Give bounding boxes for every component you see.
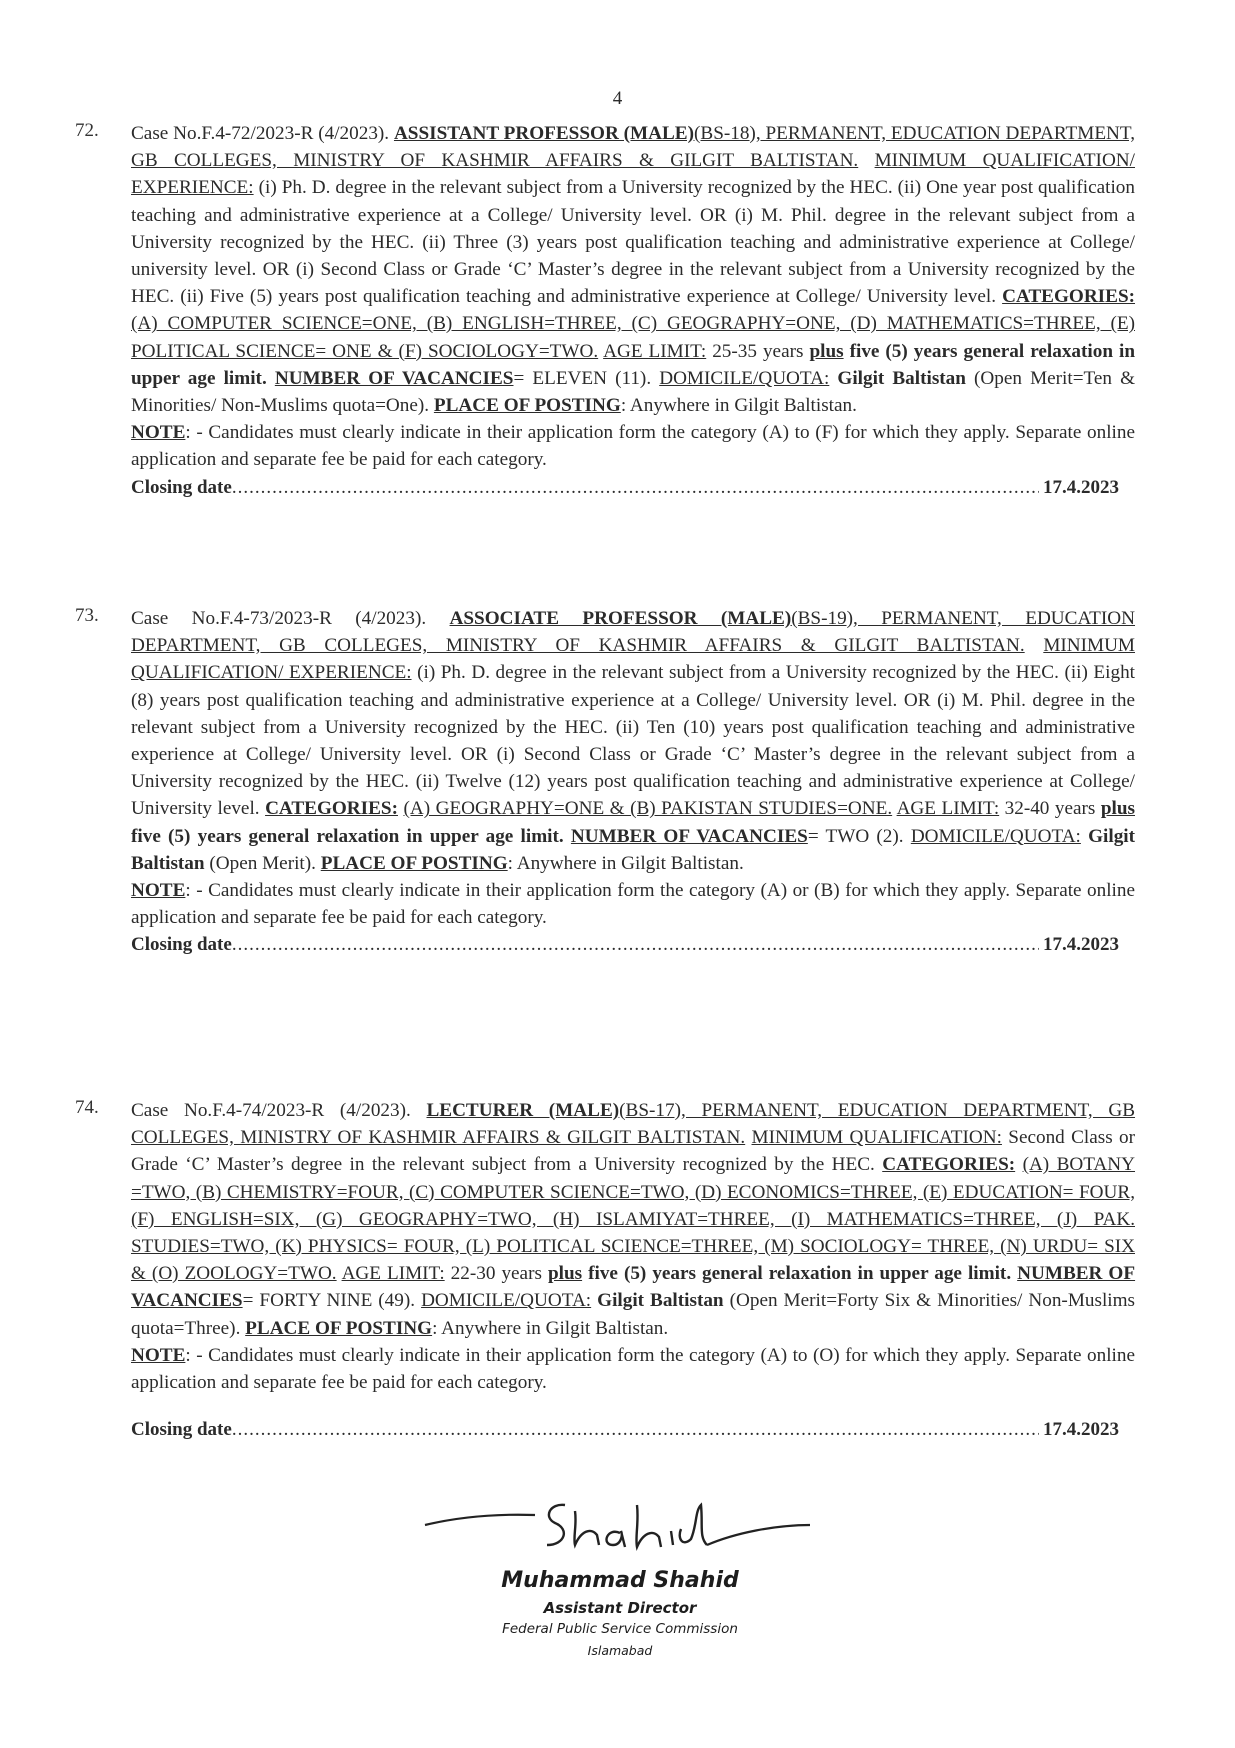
vacancies-value: = FORTY NINE (49). [242,1290,416,1312]
categories-text: (A) BOTANY =TWO, (B) CHEMISTRY=FOUR, (C) COMPUTER SCIENCE=TWO, (D) ECONOMICS=THREE, (E) EDUCATION= FOUR, (F) ENGLISH=SIX, (G) GEOGRAPHY=TWO, (H) ISLAMIYAT=THREE, (I) MATHEMATICS=THREE, (J) PAK. STUDIES=TWO, (K) PHYSICS= FOUR, (L) POLITICAL SCIENCE=THREE, (M) SOCIOLOGY= THREE, (N) URDU= SIX & (O) ZOOLOGY=TWO. [131,1154,1136,1285]
categories-text: (A) GEOGRAPHY=ONE & (B) PAKISTAN STUDIES=ONE. [403,798,893,820]
case-body [131,1097,1135,1443]
note-text: : - Candidates must clearly indicate in their application form the category (A) to (F) for which they apply. Separate online application and separate fee be paid for each category. [131,422,1135,471]
vacancies-label: NUMBER OF VACANCIES [274,367,514,389]
domicile-quota: (Open Merit). [209,852,316,874]
case-paragraph [131,1097,1135,1342]
vacancies-label: NUMBER OF VACANCIES [570,825,808,847]
post-details: (BS-19), PERMANENT, EDUCATION DEPARTMENT, GB COLLEGES, MINISTRY OF KASHMIR AFFAIRS & GILGIT BALTISTAN. [131,608,1136,657]
relaxation-text: five (5) years general relaxation in upper age limit. [588,1263,1012,1285]
qualification-text: (i) Ph. D. degree in the relevant subject from a University recognized by the HEC. (ii) One year post qualification teaching and administrative experience at a College/ University level. OR (i) M. Phil. degree in the relevant subject from a University recognized by the HEC. (ii) Three (3) years post qualification teaching and administrative experience at College/ university level. OR (i) Second Class or Grade ‘C’ Master’s degree in the relevant subject from a University recognized by the HEC. (ii) Five (5) years post qualification teaching and administrative experience at College/ University level. [131,177,1135,308]
signatory-city: Islamabad [587,1643,653,1658]
signatory-title: Assistant Director [543,1599,697,1617]
note-label: NOTE [131,422,186,444]
closing-date-label: Closing date [131,476,232,498]
relaxation-text: five (5) years general relaxation in upper age limit. [131,825,564,847]
posting-value: : Anywhere in Gilgit Baltistan. [432,1317,669,1339]
domicile-quota: (Open Merit=Forty Six & Minorities/ Non-Muslims quota=Three). [131,1290,1135,1339]
posting-label: PLACE OF POSTING [320,852,508,874]
domicile-quota: (Open Merit=Ten & Minorities/ Non-Muslims quota=One). [131,367,1136,417]
domicile-region: Gilgit Baltistan [131,825,1136,874]
case-ref: Case No.F.4-74/2023-R (4/2023). [131,1100,411,1121]
posting-value: : Anywhere in Gilgit Baltistan. [507,852,744,874]
age-limit-label: AGE LIMIT: [896,798,1000,820]
case-ref: Case No.F.4-72/2023-R (4/2023). [131,123,390,144]
dot-leader [232,474,1039,501]
page-number: 4 [612,88,623,109]
closing-date-line [131,474,1135,501]
vacancies-value: = ELEVEN (11). [513,367,652,389]
case-number: 73. [75,605,99,626]
age-limit-value: 22-30 years [450,1263,542,1285]
domicile-label: DOMICILE/QUOTA: [910,825,1081,847]
plus-text: plus [547,1263,583,1285]
post-title: ASSOCIATE PROFESSOR (MALE) [449,608,792,629]
signatory-name: Muhammad Shahid [501,1568,739,1593]
case-number: 72. [75,120,99,141]
case-paragraph [131,605,1135,877]
age-limit-label: AGE LIMIT: [603,340,707,362]
closing-date-value: 17.4.2023 [1043,934,1119,956]
domicile-label: DOMICILE/QUOTA: [421,1290,592,1312]
plus-text: plus [1100,798,1135,820]
dot-leader [232,1416,1039,1443]
case-body [131,120,1135,501]
note-text: : - Candidates must clearly indicate in their application form the category (A) or (B) for which they apply. Separate online application and separate fee be paid for each category. [131,880,1135,929]
posting-value: : Anywhere in Gilgit Baltistan. [620,395,857,417]
vacancies-label: NUMBER OF VACANCIES [131,1263,1136,1312]
dot-leader [232,931,1039,958]
closing-date-label: Closing date [131,1419,232,1441]
post-details: (BS-18), PERMANENT, EDUCATION DEPARTMENT, GB COLLEGES, MINISTRY OF KASHMIR AFFAIRS & GILGIT BALTISTAN. [131,123,1135,172]
case-body [131,605,1135,959]
post-title: LECTURER (MALE) [426,1100,620,1121]
domicile-label: DOMICILE/QUOTA: [659,367,830,389]
signatory-organization: Federal Public Service Commission [502,1621,738,1637]
closing-date-value: 17.4.2023 [1043,1419,1119,1441]
post-title: ASSISTANT PROFESSOR (MALE) [393,123,694,144]
closing-date-value: 17.4.2023 [1043,476,1119,498]
closing-date-line [131,931,1135,958]
signature-block [400,1475,840,1680]
plus-text: plus [809,340,844,362]
case-paragraph [131,120,1135,419]
age-limit-value: 32-40 years [1004,798,1096,820]
note-label: NOTE [131,880,186,902]
domicile-region: Gilgit Baltistan [837,367,966,389]
age-limit-label: AGE LIMIT: [341,1263,445,1285]
categories-label: CATEGORIES: [1002,286,1136,308]
case-number: 74. [75,1097,99,1118]
qualification-label: MINIMUM QUALIFICATION/ EXPERIENCE: [131,150,1135,199]
vacancies-value: = TWO (2). [807,825,904,847]
categories-label: CATEGORIES: [265,798,398,820]
qualification-label: MINIMUM QUALIFICATION/ EXPERIENCE: [131,635,1135,684]
age-limit-value: 25-35 years [712,340,804,362]
qualification-text: (i) Ph. D. degree in the relevant subject from a University recognized by the HEC. (ii) Eight (8) years post qualification teaching and administrative experience at a College/ University level. OR (i) M. Phil. degree in the relevant subject from a University recognized by the HEC. (ii) Ten (10) years post qualification teaching and administrative experience at College/ University level. OR (i) Second Class or Grade ‘C’ Master’s degree in the relevant subject from a University recognized by the HEC. (ii) Twelve (12) years post qualification teaching and administrative experience at College/ University level. [131,662,1135,820]
handwritten-signature [415,1475,815,1565]
note-paragraph [131,419,1135,473]
note-paragraph [131,1342,1135,1396]
post-details: (BS-17), PERMANENT, EDUCATION DEPARTMENT, GB COLLEGES, MINISTRY OF KASHMIR AFFAIRS & GILGIT BALTISTAN. [131,1100,1136,1149]
qualification-text: Second Class or Grade ‘C’ Master’s degree in the relevant subject from a University recognized by the HEC. [131,1127,1135,1176]
categories-text: (A) COMPUTER SCIENCE=ONE, (B) ENGLISH=THREE, (C) GEOGRAPHY=ONE, (D) MATHEMATICS=THREE, (E) POLITICAL SCIENCE= ONE & (F) SOCIOLOGY=TWO. [131,313,1135,362]
note-paragraph [131,877,1135,931]
relaxation-text: five (5) years general relaxation in upper age limit. [131,340,1135,389]
note-text: : - Candidates must clearly indicate in their application form the category (A) to (O) for which they apply. Separate online application and separate fee be paid for each category. [131,1344,1135,1394]
categories-label: CATEGORIES: [882,1154,1016,1176]
posting-label: PLACE OF POSTING [433,395,621,417]
case-ref: Case No.F.4-73/2023-R (4/2023). [131,608,427,629]
domicile-region: Gilgit Baltistan [597,1290,724,1312]
posting-label: PLACE OF POSTING [245,1317,433,1339]
qualification-label: MINIMUM QUALIFICATION: [751,1127,1002,1149]
note-label: NOTE [131,1344,186,1366]
closing-date-line [131,1416,1135,1443]
closing-date-label: Closing date [131,934,232,956]
